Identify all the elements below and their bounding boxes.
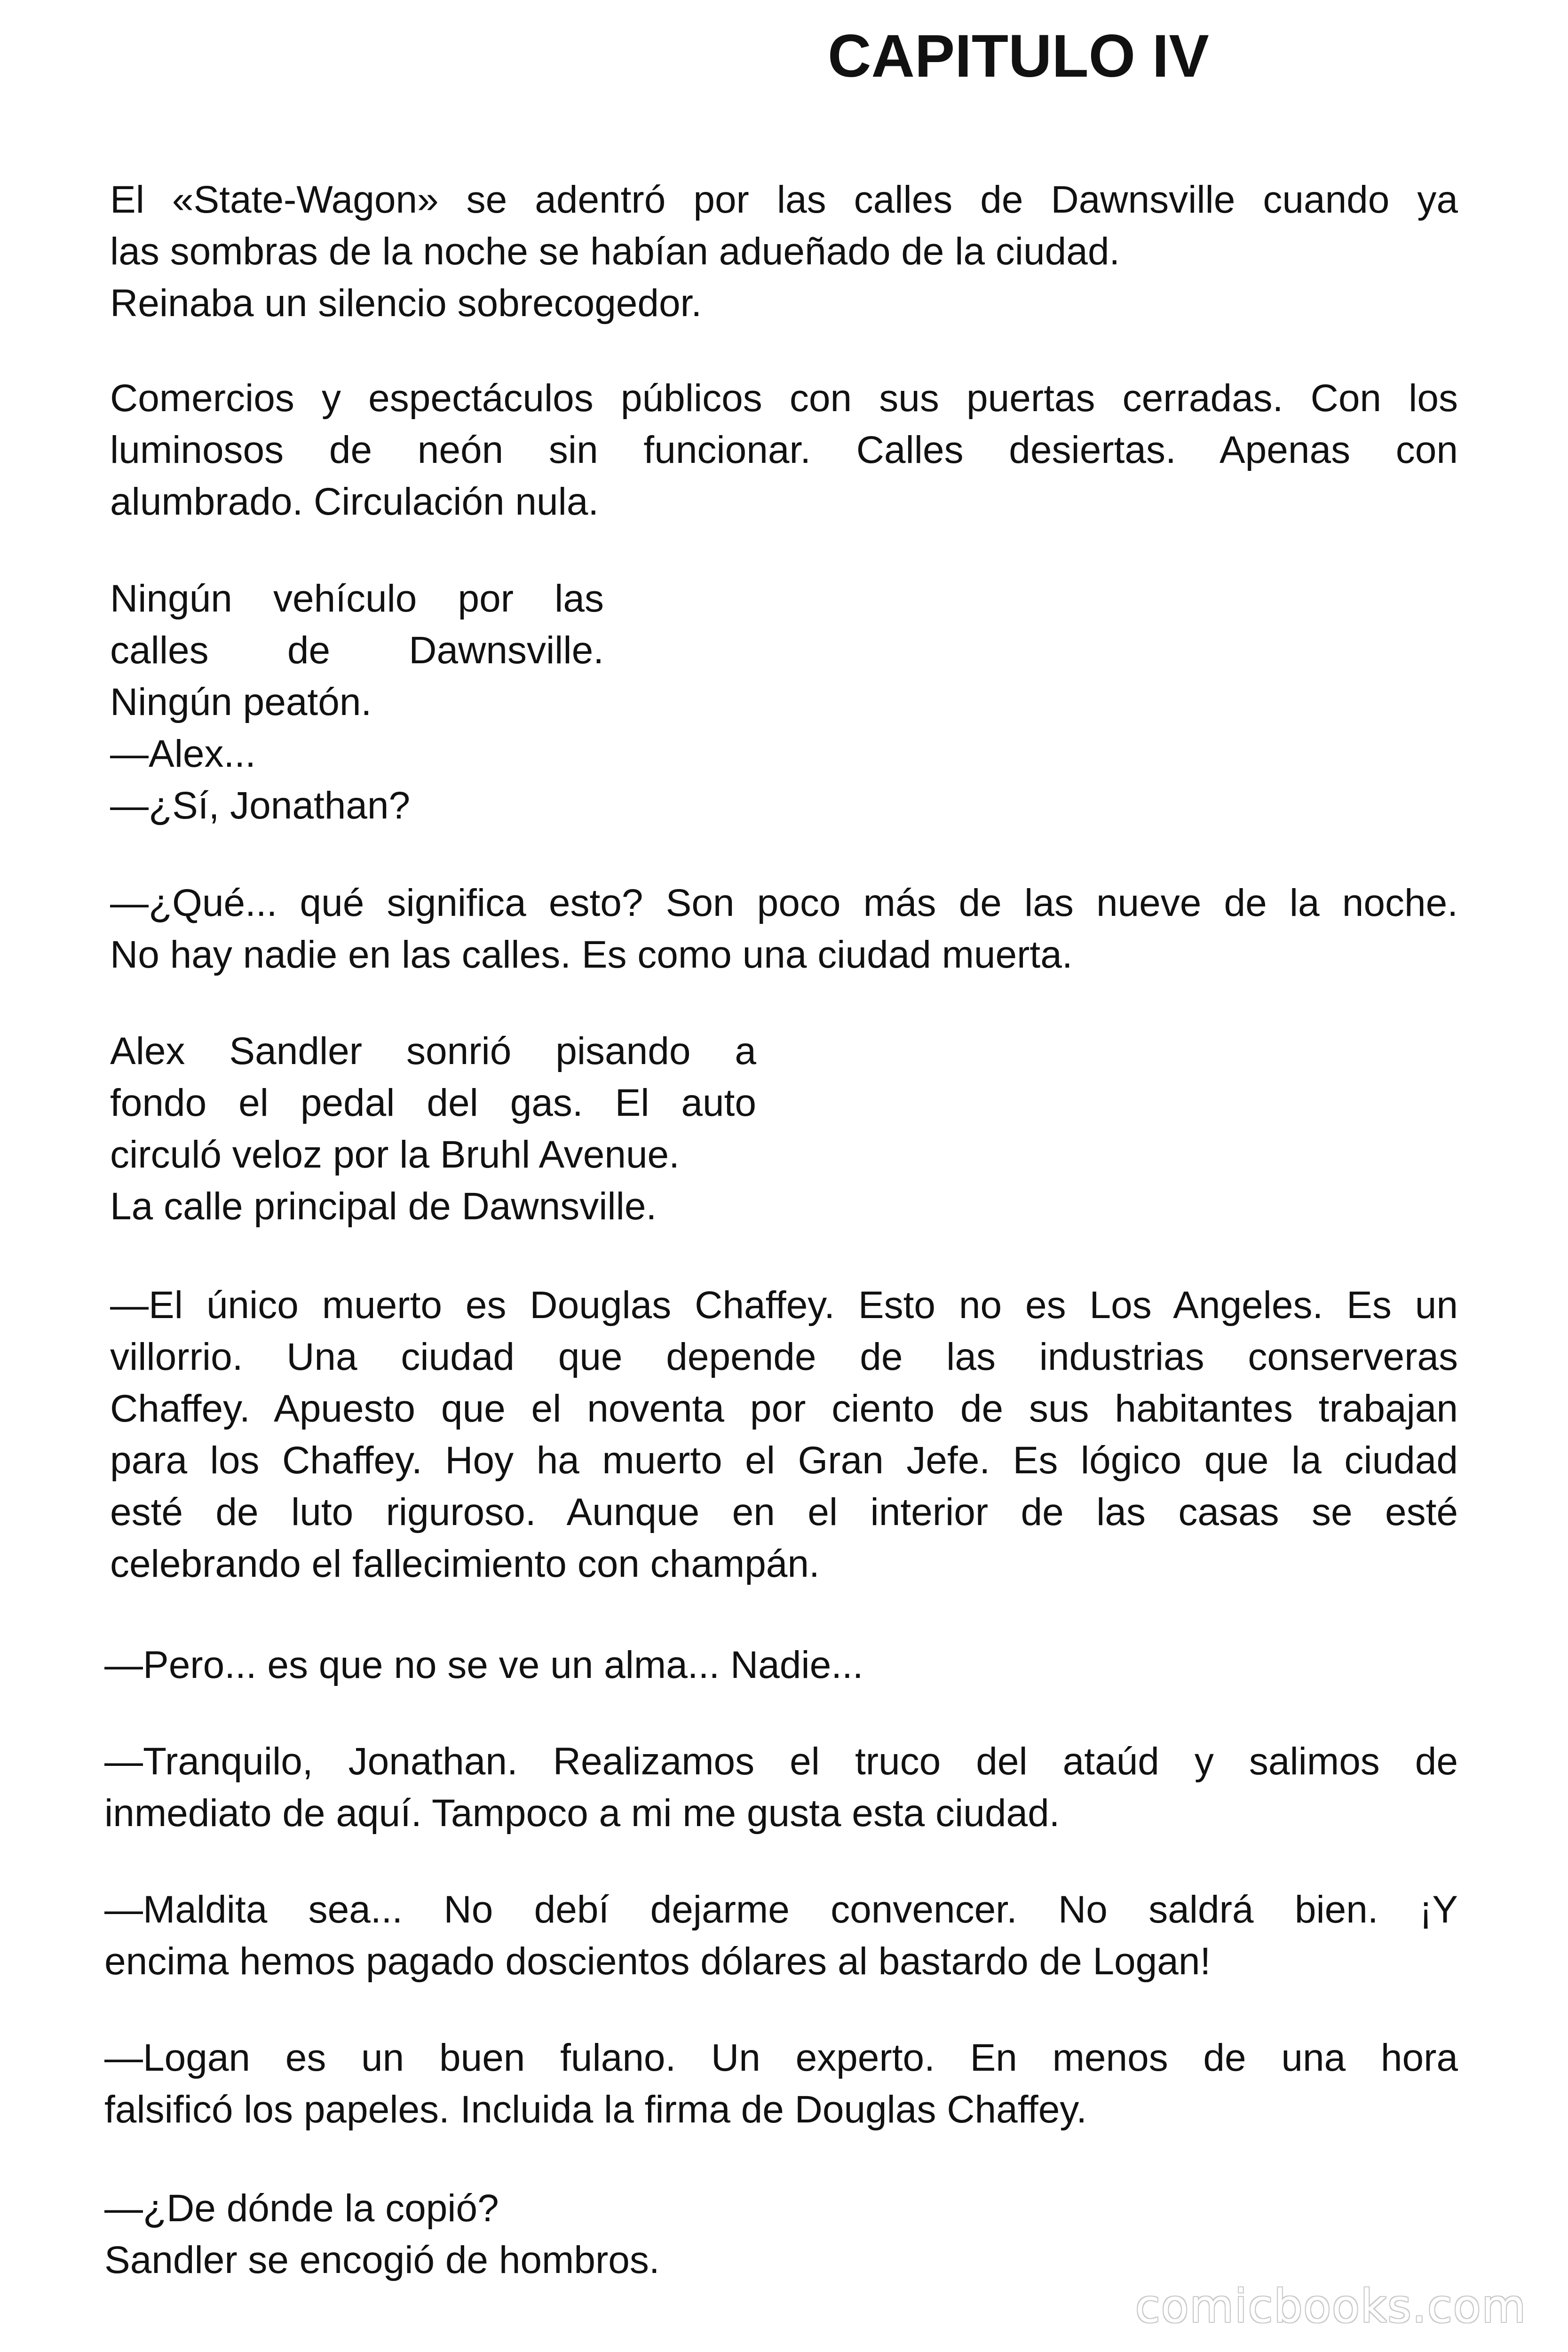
- text-line: las sombras de la noche se habían adueñado de la ciudad.: [110, 230, 1120, 273]
- text-line: villorrio. Una ciudad que depende de las industrias conserveras: [110, 1335, 1458, 1378]
- text-line: —Maldita sea... No debí dejarme convencer. No saldrá bien. ¡Y: [104, 1888, 1458, 1931]
- text-line: Comercios y espectáculos públicos con sus puertas cerradas. Con los: [110, 377, 1458, 420]
- watermark: comicbooks.com: [1135, 2280, 1527, 2333]
- paragraph-2: [110, 373, 1458, 528]
- text-line: inmediato de aquí. Tampoco a mi me gusta esta ciudad.: [104, 1792, 1060, 1835]
- text-line: para los Chaffey. Hoy ha muerto el Gran Jefe. Es lógico que la ciudad: [110, 1439, 1458, 1482]
- text-line: falsificó los papeles. Incluida la firma de Douglas Chaffey.: [104, 2088, 1087, 2131]
- text-line: —Alex...: [110, 732, 256, 775]
- text-line: luminosos de neón sin funcionar. Calles desiertas. Apenas con: [110, 429, 1458, 471]
- paragraph-7: [104, 1639, 1458, 1691]
- text-line: alumbrado. Circulación nula.: [110, 480, 599, 523]
- text-line: Sandler se encogió de hombros.: [104, 2239, 660, 2281]
- paragraph-1: [110, 174, 1458, 329]
- paragraph-5: [110, 1025, 756, 1232]
- chapter-title: CAPITULO IV: [828, 23, 1209, 90]
- text-line: —Tranquilo, Jonathan. Realizamos el truco del ataúd y salimos de: [104, 1740, 1458, 1783]
- paragraph-3: [110, 573, 604, 832]
- text-line: circuló veloz por la Bruhl Avenue.: [110, 1133, 680, 1176]
- text-line: fondo el pedal del gas. El auto: [110, 1081, 756, 1124]
- text-line: —Pero... es que no se ve un alma... Nadie...: [104, 1644, 863, 1686]
- text-line: Ningún vehículo por las: [110, 577, 604, 620]
- text-line: —Logan es un buen fulano. Un experto. En menos de una hora: [104, 2036, 1458, 2079]
- paragraph-11: [104, 2183, 1458, 2286]
- text-line: El «State-Wagon» se adentró por las calles de Dawnsville cuando ya: [110, 178, 1458, 221]
- paragraph-10: [104, 2032, 1458, 2136]
- paragraph-9: [104, 1884, 1458, 1987]
- text-line: Alex Sandler sonrió pisando a: [110, 1030, 756, 1073]
- text-line: calles de Dawnsville.: [110, 629, 604, 672]
- paragraph-6: [110, 1279, 1458, 1590]
- text-line: —El único muerto es Douglas Chaffey. Esto no es Los Angeles. Es un: [110, 1284, 1458, 1327]
- paragraph-8: [104, 1736, 1458, 1839]
- text-line: Chaffey. Apuesto que el noventa por ciento de sus habitantes trabajan: [110, 1387, 1458, 1430]
- text-line: esté de luto riguroso. Aunque en el interior de las casas se esté: [110, 1491, 1458, 1534]
- text-line: encima hemos pagado doscientos dólares al bastardo de Logan!: [104, 1940, 1211, 1983]
- text-line: Ningún peatón.: [110, 681, 372, 723]
- text-line: —¿Qué... qué significa esto? Son poco más de las nueve de la noche.: [110, 882, 1458, 924]
- text-line: La calle principal de Dawnsville.: [110, 1185, 657, 1228]
- text-line: celebrando el fallecimiento con champán.: [110, 1542, 820, 1585]
- text-line: —¿De dónde la copió?: [104, 2187, 499, 2230]
- text-line: —¿Sí, Jonathan?: [110, 784, 411, 827]
- text-line: Reinaba un silencio sobrecogedor.: [110, 282, 702, 325]
- paragraph-4: [110, 877, 1458, 981]
- text-line: No hay nadie en las calles. Es como una ciudad muerta.: [110, 933, 1073, 976]
